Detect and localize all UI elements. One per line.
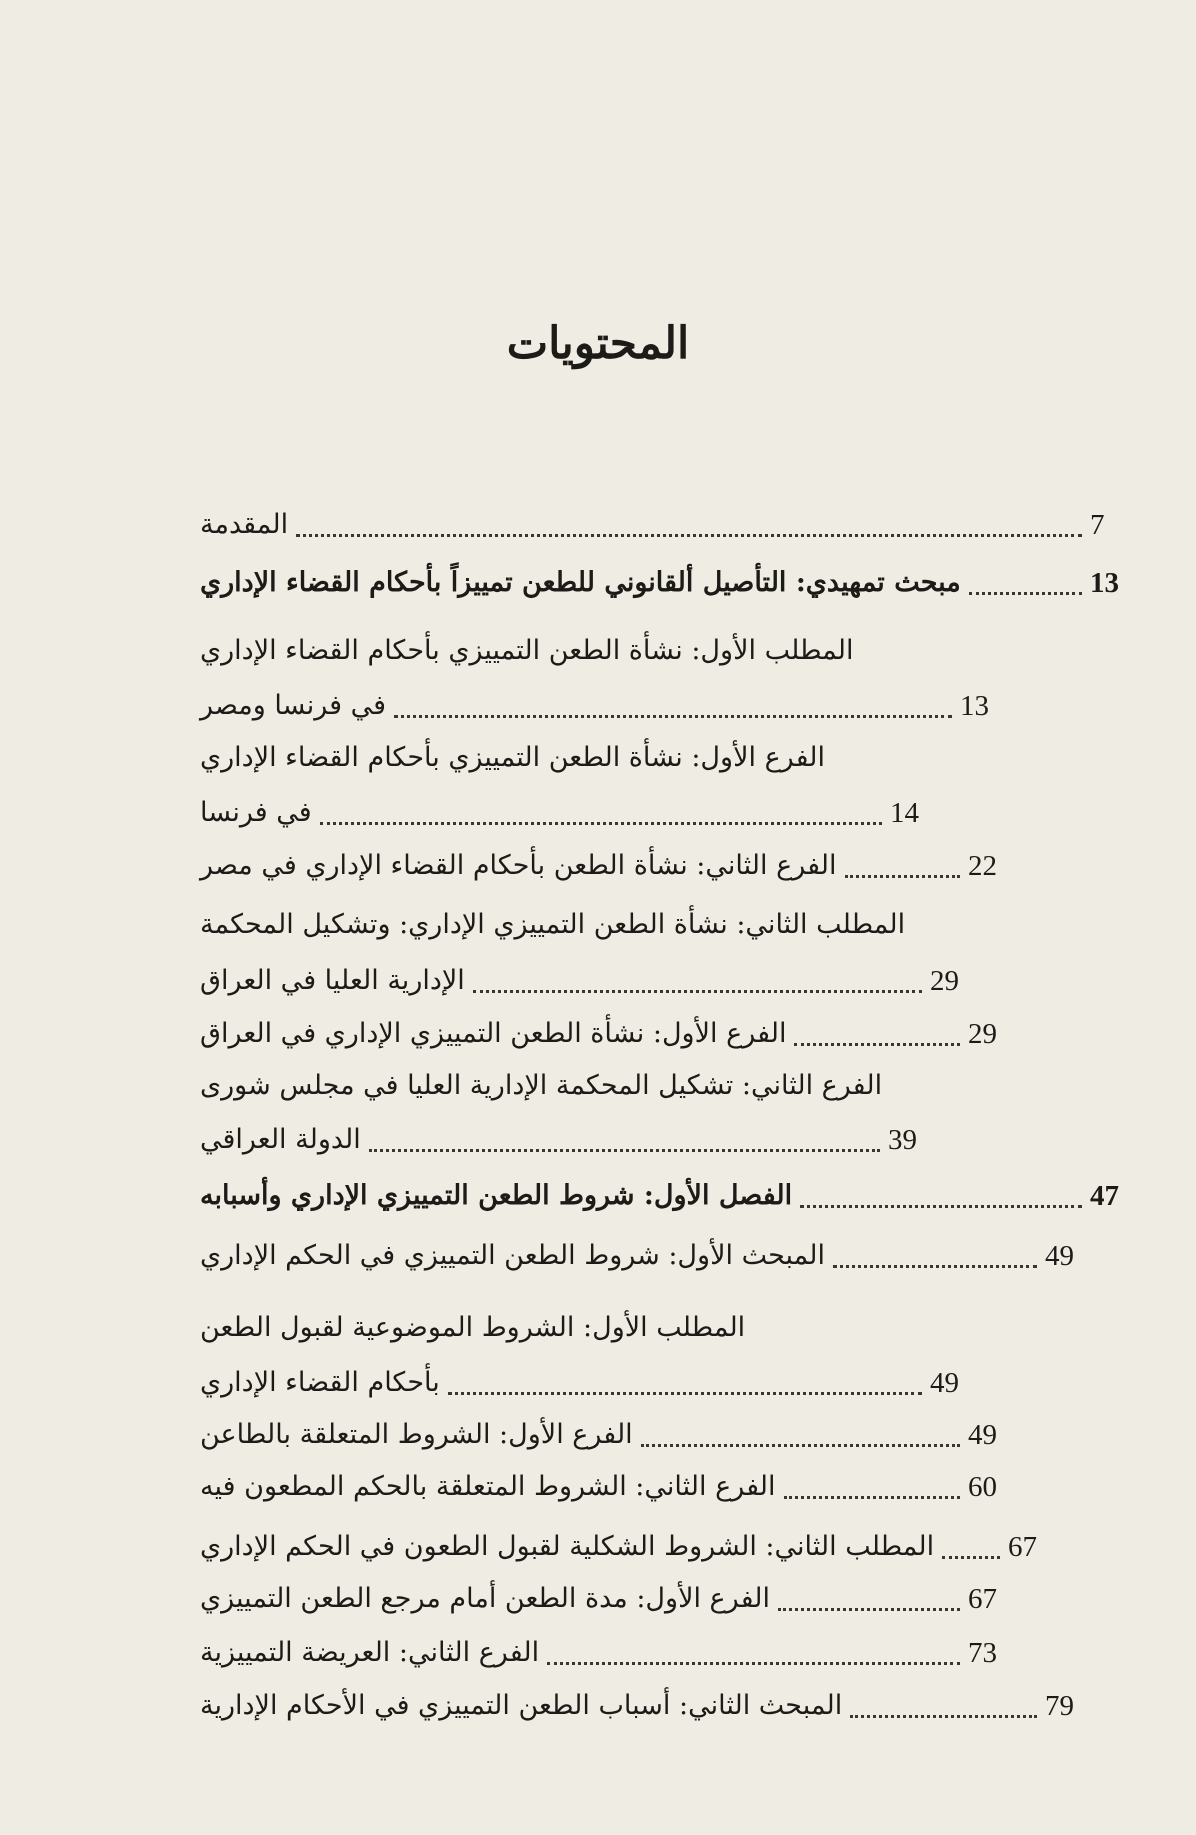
toc-entry [200,1305,1068,1351]
toc-page-number: 47 [1090,1180,1119,1212]
dot-leader [969,592,1082,595]
page-title: المحتويات [506,318,690,369]
toc-entry [200,902,1068,948]
toc-entry-text: الدولة العراقي [200,1124,361,1155]
toc-page-number: 29 [968,1018,997,1050]
dot-leader [794,1043,960,1046]
toc-entry [200,1630,1028,1676]
toc-page-number: 49 [930,1367,959,1399]
toc-page-number: 29 [930,965,959,997]
toc-entry [200,1011,1028,1057]
dot-leader [641,1444,960,1447]
toc-entry-text: المطلب الثاني: الشروط الشكلية لقبول الطعون في الحكم الإداري [200,1531,935,1562]
dot-leader [778,1608,960,1611]
dot-leader [394,715,952,718]
toc-entry [200,1173,1150,1219]
toc-page-number: 14 [890,797,919,829]
toc-entry-text: الفرع الثاني: العريضة التمييزية [200,1637,540,1668]
dot-leader [850,1715,1037,1718]
toc-page-number: 67 [1008,1531,1037,1563]
toc-page-number: 73 [968,1637,997,1669]
dot-leader [845,875,961,878]
toc-entry-text: المطلب الأول: الشروط الموضوعية لقبول الطعن [200,1312,746,1343]
toc-entry-text: في فرنسا [200,797,312,828]
dot-leader [833,1265,1037,1268]
toc-entry [200,683,1020,729]
toc-entry-text: المبحث الأول: شروط الطعن التمييزي في الحكم الإداري [200,1240,825,1271]
toc-entry-text: الفرع الأول: مدة الطعن أمام مرجع الطعن التمييزي [200,1583,770,1614]
toc-entry-text: الفرع الأول: الشروط المتعلقة بالطاعن [200,1419,633,1450]
toc-page-number: 22 [968,850,997,882]
toc-entry [200,735,1028,781]
toc-entry-text: الفصل الأول: شروط الطعن التمييزي الإداري وأسبابه [200,1180,793,1211]
toc-page-number: 79 [1045,1690,1074,1722]
toc-entry [200,790,950,836]
toc-entry-text: الفرع الثاني: نشأة الطعن بأحكام القضاء الإداري في مصر [200,850,837,881]
toc-entry [200,1412,1028,1458]
toc-page-number: 39 [888,1124,917,1156]
toc-entry [200,1117,948,1163]
toc-entry [200,628,1068,674]
toc-page-number: 60 [968,1471,997,1503]
dot-leader [473,990,922,993]
toc-entry-text: المقدمة [200,509,289,540]
toc-entry [200,1063,1028,1109]
toc-entry [200,1233,1105,1279]
toc-page-number: 13 [960,690,989,722]
toc-entry [200,1524,1068,1570]
toc-entry-text: المطلب الثاني: نشأة الطعن التمييزي الإداري: وتشكيل المحكمة [200,909,906,940]
toc-page-number: 67 [968,1583,997,1615]
toc-page-number: 49 [968,1419,997,1451]
toc-entry [200,843,1028,889]
toc-entry-text: الفرع الثاني: الشروط المتعلقة بالحكم المطعون فيه [200,1471,776,1502]
toc-page-number: 13 [1090,567,1119,599]
dot-leader [800,1205,1082,1208]
toc-entry-text: بأحكام القضاء الإداري [200,1367,440,1398]
toc-entry-text: في فرنسا ومصر [200,690,387,721]
toc-entry [200,1683,1105,1729]
dot-leader [448,1392,922,1395]
dot-leader [942,1556,1000,1559]
toc-entry [200,958,990,1004]
toc-entry [200,1464,1028,1510]
toc-entry-text: الفرع الأول: نشأة الطعن التمييزي بأحكام القضاء الإداري [200,742,825,773]
toc-entry-text: الفرع الأول: نشأة الطعن التمييزي الإداري في العراق [200,1018,787,1049]
toc-entry-text: الفرع الثاني: تشكيل المحكمة الإدارية العليا في مجلس شورى [200,1070,883,1101]
dot-leader [320,822,882,825]
toc-entry-text: الإدارية العليا في العراق [200,965,465,996]
toc-entry [200,560,1150,606]
toc-entry [200,1360,990,1406]
toc-entry-text: المبحث الثاني: أسباب الطعن التمييزي في الأحكام الإدارية [200,1690,843,1721]
dot-leader [296,534,1082,537]
toc-entry [200,502,1150,548]
dot-leader [547,1662,960,1665]
dot-leader [784,1496,960,1499]
toc-page-number: 49 [1045,1240,1074,1272]
toc-entry-text: مبحث تمهيدي: التأصيل ألقانوني للطعن تمييزاً بأحكام القضاء الإداري [200,567,961,598]
toc-entry [200,1576,1028,1622]
dot-leader [369,1149,880,1152]
toc-page-number: 7 [1090,509,1105,541]
toc-entry-text: المطلب الأول: نشأة الطعن التمييزي بأحكام القضاء الإداري [200,635,854,666]
